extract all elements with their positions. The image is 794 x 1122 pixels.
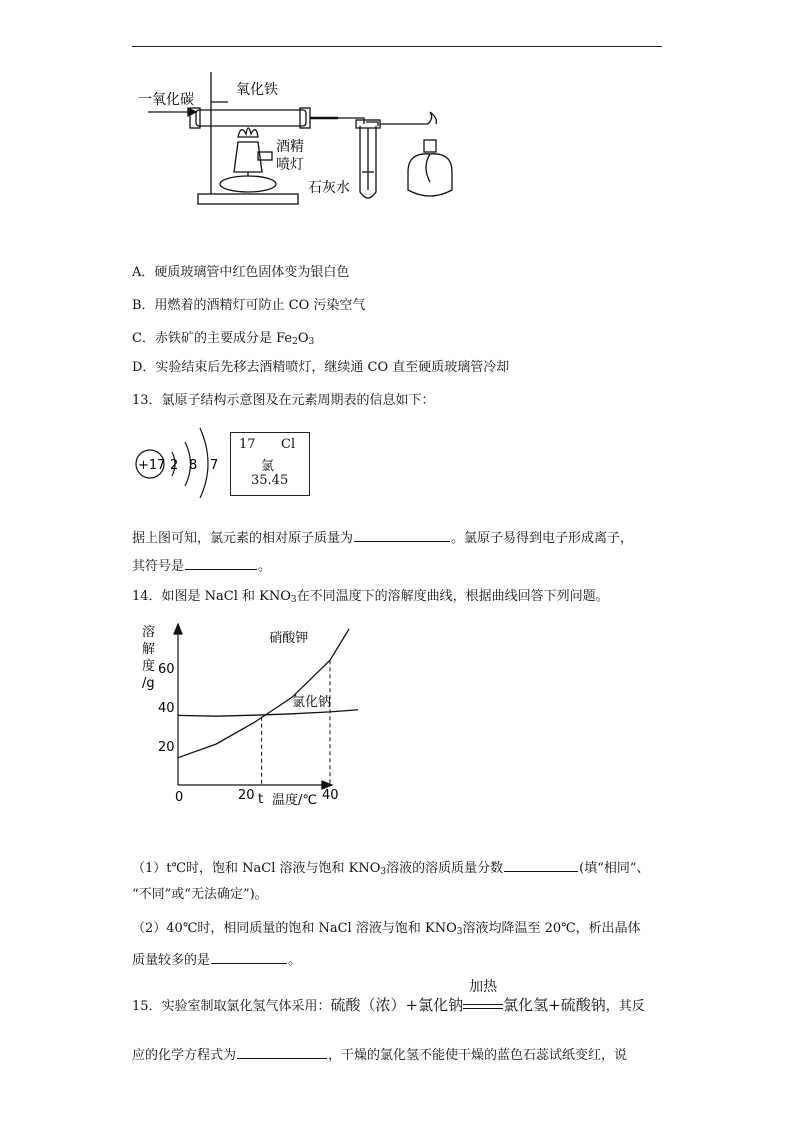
periodic-table-cell — [230, 432, 310, 496]
series-label-kno3: 硝酸钾 — [269, 631, 309, 646]
x-tick-label: t — [258, 792, 264, 807]
answer-blank[interactable] — [211, 950, 287, 964]
question-14-part-1: （1）t℃时，饱和 NaCl 溶液与饱和 $KNO_3$溶液的溶质质量分数 (填“相同”、 — [132, 858, 650, 878]
question-13-line-1: 据上图可知，氯元素的相对原子质量为 。氯原子易得到电子形成离子， — [132, 528, 633, 548]
question-14-part-2-line-2: 质量较多的是 。 — [132, 950, 301, 970]
question-15-line-2: 应的化学方程式为 ，干燥的氯化氢不能使干燥的蓝色石蕊试纸变红，说 — [132, 1045, 627, 1065]
question-13-stem: 13．氯原子结构示意图及在元素周期表的信息如下： — [132, 393, 435, 408]
question-15-line-1: 15．实验室制取氯化氢气体采用：硫酸（浓）+氯化钠 加热 氯化氢+硫酸钠，其反 — [132, 979, 645, 1014]
shell-2: 8 — [189, 458, 198, 473]
answer-blank[interactable] — [354, 528, 450, 542]
ylabel-2: 解 — [142, 642, 156, 657]
option-a: A．硬质玻璃管中红色固体变为银白色 — [132, 265, 350, 280]
atomic-mass: 35.45 — [251, 473, 289, 488]
answer-blank[interactable] — [504, 858, 578, 872]
top-rule — [132, 46, 662, 47]
question-14-part-1-line-2: “不同”或“无法确定”)。 — [132, 887, 268, 902]
solubility-curve-chart — [138, 620, 358, 820]
ylabel-1: 溶 — [142, 625, 156, 640]
limewater-label: 石灰水 — [308, 180, 350, 196]
option-c: C．赤铁矿的主要成分是 $Fe_2O_3$ — [132, 331, 315, 347]
co-reduction-apparatus-figure — [138, 62, 468, 212]
y-tick-label: 20 — [158, 740, 175, 755]
answer-blank[interactable] — [237, 1045, 327, 1059]
y-tick-label: 60 — [158, 662, 175, 677]
x-tick-label: 20 — [238, 788, 255, 803]
element-name: 氯 — [261, 459, 275, 474]
option-b: B．用燃着的酒精灯可防止 CO 污染空气 — [132, 298, 366, 313]
chlorine-atom-structure — [130, 418, 230, 498]
fe2o3-label: 氧化铁 — [236, 82, 278, 98]
atomic-number: 17 — [239, 437, 256, 452]
shell-1: 2 — [170, 458, 179, 473]
ylabel-4: /g — [142, 676, 155, 691]
x-tick-label: 40 — [322, 788, 339, 803]
lamp-label-1: 酒精 — [276, 139, 304, 155]
co-label: 一氧化碳 — [138, 92, 194, 108]
heating-condition: 加热 — [463, 998, 503, 1016]
ylabel-3: 度 — [142, 659, 156, 674]
shell-3: 7 — [210, 458, 219, 473]
series-label-nacl: 氯化钠 — [292, 695, 332, 710]
answer-blank[interactable] — [185, 556, 257, 570]
lamp-label-2: 喷灯 — [276, 157, 304, 173]
question-14-part-2: （2）40℃时，相同质量的饱和 NaCl 溶液与饱和 $KNO_3$溶液均降温至 20℃，析出晶体 — [132, 921, 641, 937]
y-tick-label: 40 — [158, 701, 175, 716]
kno3-curve — [178, 629, 349, 758]
nucleus-charge: +17 — [138, 458, 166, 473]
x-tick-label: 0 — [175, 790, 184, 805]
question-13-line-2: 其符号是 。 — [132, 556, 271, 576]
xlabel: 温度/℃ — [272, 793, 317, 808]
question-14-stem: 14．如图是 NaCl 和 $KNO_3$在不同温度下的溶解度曲线，根据曲线回答下列问题。 — [132, 589, 609, 605]
option-d: D．实验结束后先移去酒精喷灯，继续通 CO 直至硬质玻璃管冷却 — [132, 360, 510, 375]
element-symbol: Cl — [281, 437, 296, 452]
